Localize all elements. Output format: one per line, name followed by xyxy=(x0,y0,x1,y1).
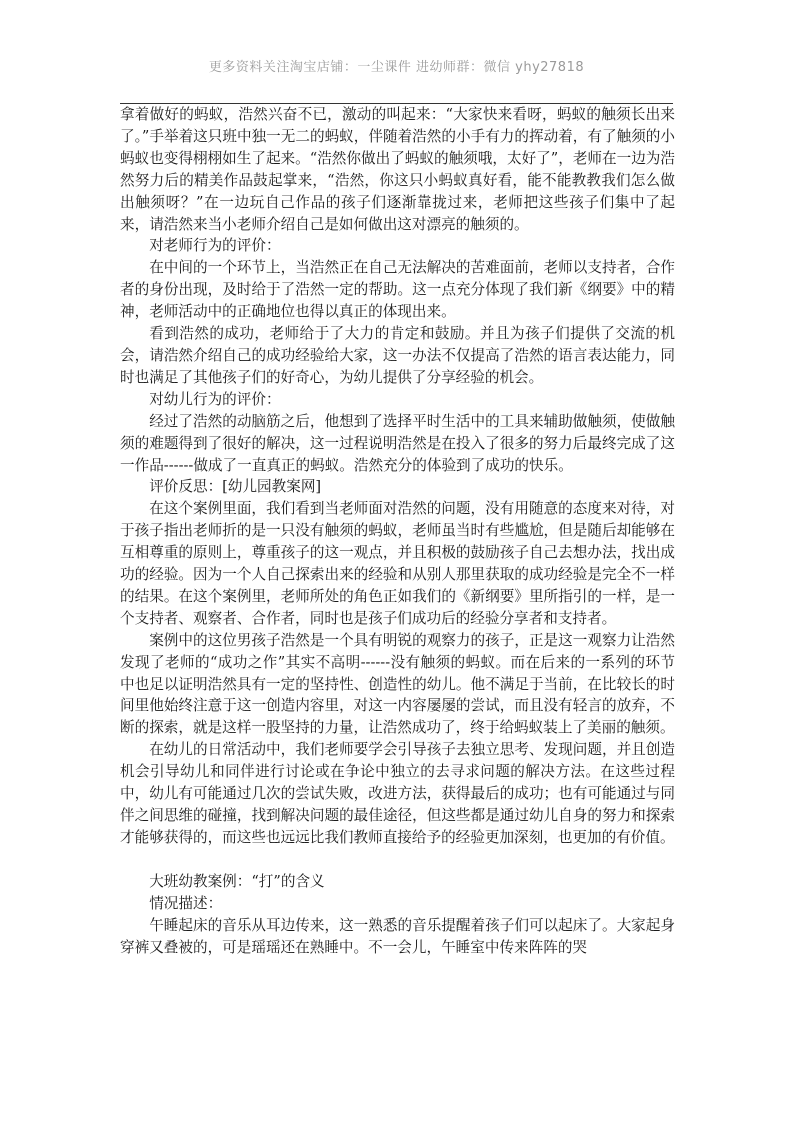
section-heading: 对幼儿行为的评价： xyxy=(149,390,281,408)
paragraph: 拿着做好的蚂蚁，浩然兴奋不已，激动的叫起来：“大家快来看呀，蚂蚁的触须长出来了。”手举着这只班中独一无二的蚂蚁，伴随着浩然的小手有力的挥动着，有了触须的小蚂蚁也变得栩栩如生了起来。“浩然你做出了蚂蚁的触须哦，太好了”，老师在一边为浩然努力后的精美作品鼓起掌来，“浩然，你这只小蚂蚁真好看，能不能教教我们怎么做出触须呀？”在一边玩自己作品的孩子们逐渐靠拢过来，老师把这些孩子们集中了起来，请浩然来当小老师介绍自己是如何做出这对漂亮的触须的。 xyxy=(120,106,675,233)
case-title: 大班幼教案例：“打”的含义 xyxy=(149,872,325,890)
paragraph: 看到浩然的成功，老师给于了大力的肯定和鼓励。并且为孩子们提供了交流的机会，请浩然介绍自己的成功经验给大家，这一办法不仅提高了浩然的语言表达能力，同时也满足了其他孩子们的好奇心，为幼儿提供了分享经验的机会。 xyxy=(120,325,675,386)
paragraph: 在这个案例里面，我们看到当老师面对浩然的问题，没有用随意的态度来对待，对于孩子指出老师折的是一只没有触须的蚂蚁，老师虽当时有些尴尬，但是随后却能够在互相尊重的原则上，尊重孩子的这一观点，并且积极的鼓励孩子自己去想办法，找出成功的经验。因为一个人自己探索出来的经验和从别人那里获取的成功经验是完全不一样的结果。在这个案例里，老师所处的角色正如我们的《新纲要》里所指引的一样，是一个支持者、观察者、合作者，同时也是孩子们成功后的经验分享者和支持者。 xyxy=(120,500,675,627)
document-body xyxy=(120,104,675,958)
page-header: 更多资料关注淘宝店铺：一尘课件 进幼师群：微信 yhy27818 xyxy=(208,60,585,75)
paragraph-gap xyxy=(120,849,675,871)
section-heading: 情况描述： xyxy=(149,894,223,912)
section-heading: 评价反思：[幼儿园教案网] xyxy=(149,478,322,496)
paragraph: 在幼儿的日常活动中，我们老师要学会引导孩子去独立思考、发现问题，并且创造机会引导幼儿和同伴进行讨论或在争论中独立的去寻求问题的解决方法。在这些过程中，幼儿有可能通过几次的尝试失败，改进方法，获得最后的成功；也有可能通过与同伴之间思维的碰撞，找到解决问题的最佳途径，但这些都是通过幼儿自身的努力和探索才能够获得的，而这些也远远比我们教师直接给予的经验更加深刻，也更加的有价值。 xyxy=(120,741,675,846)
paragraph: 经过了浩然的动脑筋之后，他想到了选择平时生活中的工具来辅助做触须，使做触须的难题得到了很好的解决，这一过程说明浩然是在投入了很多的努力后最终完成了这一作品------做成了一直真正的蚂蚁。浩然充分的体验到了成功的快乐。 xyxy=(120,412,675,474)
paragraph: 在中间的一个环节上，当浩然正在自己无法解决的苦难面前，老师以支持者，合作者的身份出现，及时给于了浩然一定的帮助。这一点充分体现了我们新《纲要》中的精神，老师活动中的正确地位也得以真正的体现出来。 xyxy=(120,259,675,321)
paragraph: 案例中的这位男孩子浩然是一个具有明锐的观察力的孩子，正是这一观察力让浩然发现了老师的“成功之作”其实不高明------没有触须的蚂蚁。而在后来的一系列的环节中也足以证明浩然具有一定的坚持性、创造性的幼儿。他不满足于当前，在比较长的时间里他始终注意于这一创造内容里，对这一内容屡屡的尝试，而且没有轻言的放弃，不断的探索，就是这样一股坚持的力量，让浩然成功了，终于给蚂蚁装上了美丽的触须。 xyxy=(120,631,675,737)
paragraph: 午睡起床的音乐从耳边传来，这一熟悉的音乐提醒着孩子们可以起床了。大家起身穿裤又叠被的，可是瑶瑶还在熟睡中。不一会儿，午睡室中传来阵阵的哭 xyxy=(120,916,675,956)
section-heading: 对老师行为的评价： xyxy=(149,237,281,255)
